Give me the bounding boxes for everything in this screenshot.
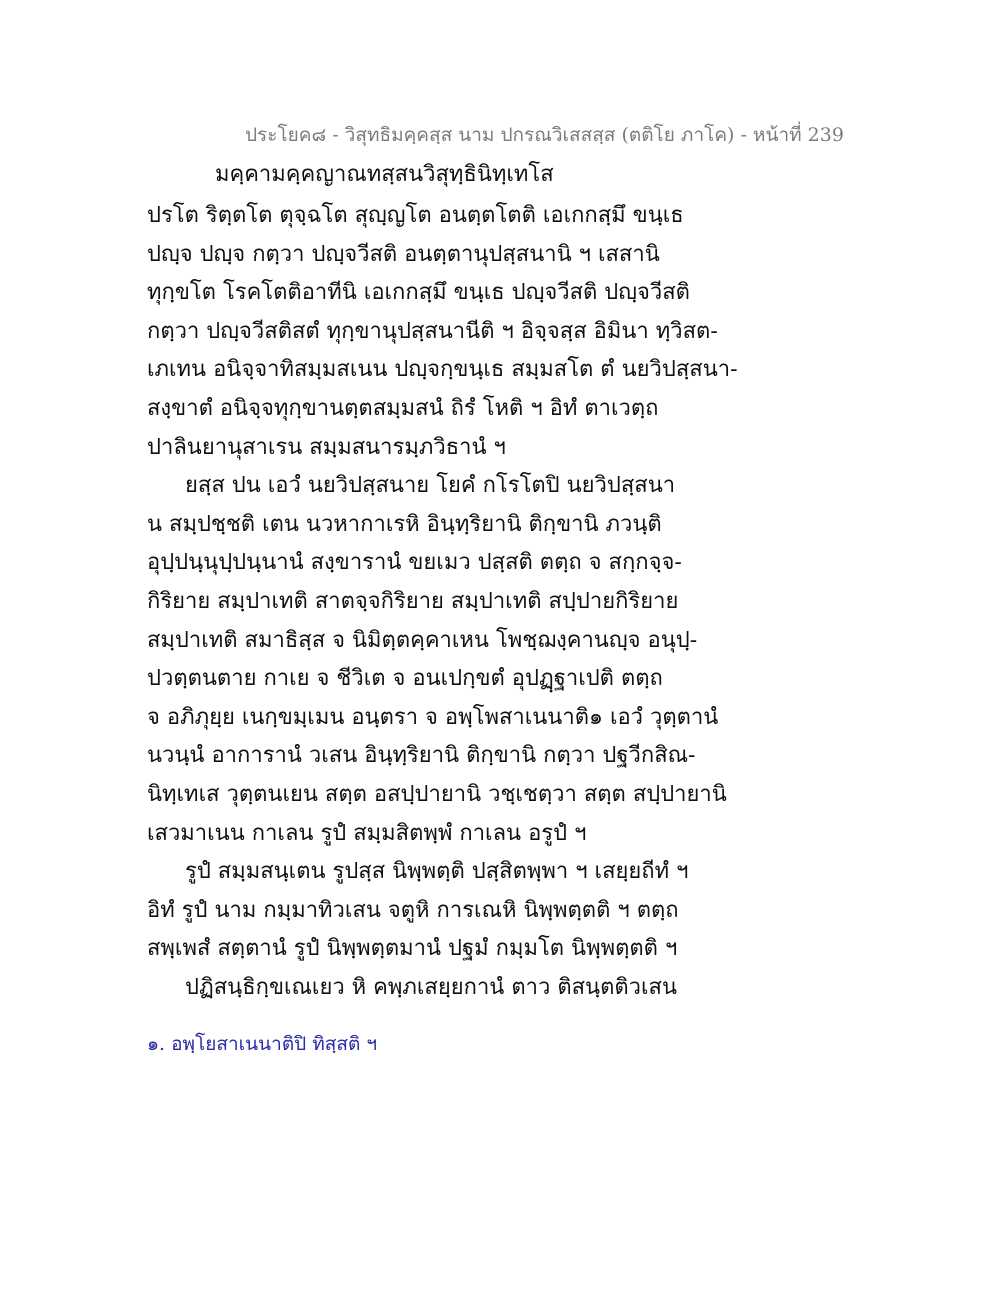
- footnote: ๑. อพฺโยสาเนนาติปิ ทิสฺสติ ฯ: [147, 1033, 378, 1055]
- paragraph-start-line: ปฏิสนฺธิกฺขเณเยว หิ คพฺภเสยฺยกานํ ตาว ติสนฺตติวเสน: [185, 974, 677, 1000]
- paragraph-start-line: รูปํ สมฺมสนฺเตน รูปสฺส นิพฺพตฺติ ปสฺสิตพฺพา ฯ เสยฺยถีทํ ฯ: [185, 859, 689, 885]
- body-text: [147, 197, 738, 1007]
- text-line: อุปฺปนฺนุปฺปนฺนานํ สงฺขารานํ ขยเมว ปสฺสติ ตตฺถ จ สกฺกจฺจ-: [147, 550, 682, 576]
- text-line: สงฺขาตํ อนิจฺจทุกฺขานตฺตสมฺมสนํ ถิรํ โหติ ฯ อิทํ ตาเวตฺถ: [147, 395, 659, 421]
- paragraph-start-line: ยสฺส ปน เอวํ นยวิปสฺสนาย โยคํ กโรโตปิ นยวิปสฺสนา: [185, 473, 676, 499]
- text-line: จ อภิภุยฺย เนกฺขมฺเมน อนฺตรา จ อพฺโพสาเนนาติ๑ เอวํ วุตฺตานํ: [147, 704, 719, 730]
- section-title: มคฺคามคฺคญาณทสฺสนวิสุทฺธินิทฺเทโส: [215, 162, 554, 187]
- text-line: ปวตฺตนตาย กาเย จ ชีวิเต จ อนเปกฺขตํ อุปฏฺฐาเปติ ตตฺถ: [147, 666, 663, 692]
- text-line: นวนฺนํ อาการานํ วเสน อินฺทฺริยานิ ติกฺขานิ กตฺวา ปฐวีกสิณ-: [147, 743, 696, 769]
- text-line: เภเทน อนิจฺจาทิสมฺมสเนน ปญฺจกฺขนฺเธ สมฺมสโต ตํ นยวิปสฺสนา-: [147, 357, 738, 383]
- text-line: ทุกฺขโต โรคโตติอาทีนิ เอเกกสฺมึ ขนฺเธ ปญฺจวีสติ ปญฺจวีสติ: [147, 280, 690, 306]
- text-line: ปญฺจ ปญฺจ กตฺวา ปญฺจวีสติ อนตฺตานุปสฺสนานิ ฯ เสสานิ: [147, 241, 660, 267]
- text-line: อิทํ รูปํ นาม กมฺมาทิวเสน จตูหิ การเณหิ นิพฺพตฺตติ ฯ ตตฺถ: [147, 897, 679, 923]
- text-line: ปาลินยานุสาเรน สมฺมสนารมฺภวิธานํ ฯ: [147, 434, 506, 460]
- text-line: เสวมาเนน กาเลน รูปํ สมฺมสิตพฺพํ กาเลน อรูปํ ฯ: [147, 820, 587, 846]
- text-line: นิทฺเทเส วุตฺตนเยน สตฺต อสปฺปายานิ วชฺเชตฺวา สตฺต สปฺปายานิ: [147, 781, 727, 807]
- text-line: น สมฺปชฺชติ เตน นวหากาเรหิ อินฺทฺริยานิ ติกฺขานิ ภวนฺติ: [147, 511, 662, 537]
- running-header: ประโยค๘ - วิสุทธิมคฺคสฺส นาม ปกรณวิเสสสฺส (ตติโย ภาโค) - หน้าที่ 239: [245, 124, 844, 146]
- text-line: สพฺเพสํ สตฺตานํ รูปํ นิพฺพตฺตมานํ ปฐมํ กมฺมโต นิพฺพตฺตติ ฯ: [147, 936, 678, 962]
- text-line: ปรโต ริตฺตโต ตุจฺฉโต สุญฺญโต อนตฺตโตติ เอเกกสฺมึ ขนฺเธ: [147, 203, 684, 228]
- text-line: กิริยาย สมฺปาเทติ สาตจฺจกิริยาย สมฺปาเทติ สปฺปายกิริยาย: [147, 588, 679, 614]
- text-line: สมฺปาเทติ สมาธิสฺส จ นิมิตฺตคฺคาเหน โพชฺฌงฺคานญฺจ อนุปฺ-: [147, 627, 698, 653]
- text-line: กตฺวา ปญฺจวีสติสตํ ทุกฺขานุปสฺสนานีติ ฯ อิจฺจสฺส อิมินา ทฺวิสต-: [147, 318, 718, 344]
